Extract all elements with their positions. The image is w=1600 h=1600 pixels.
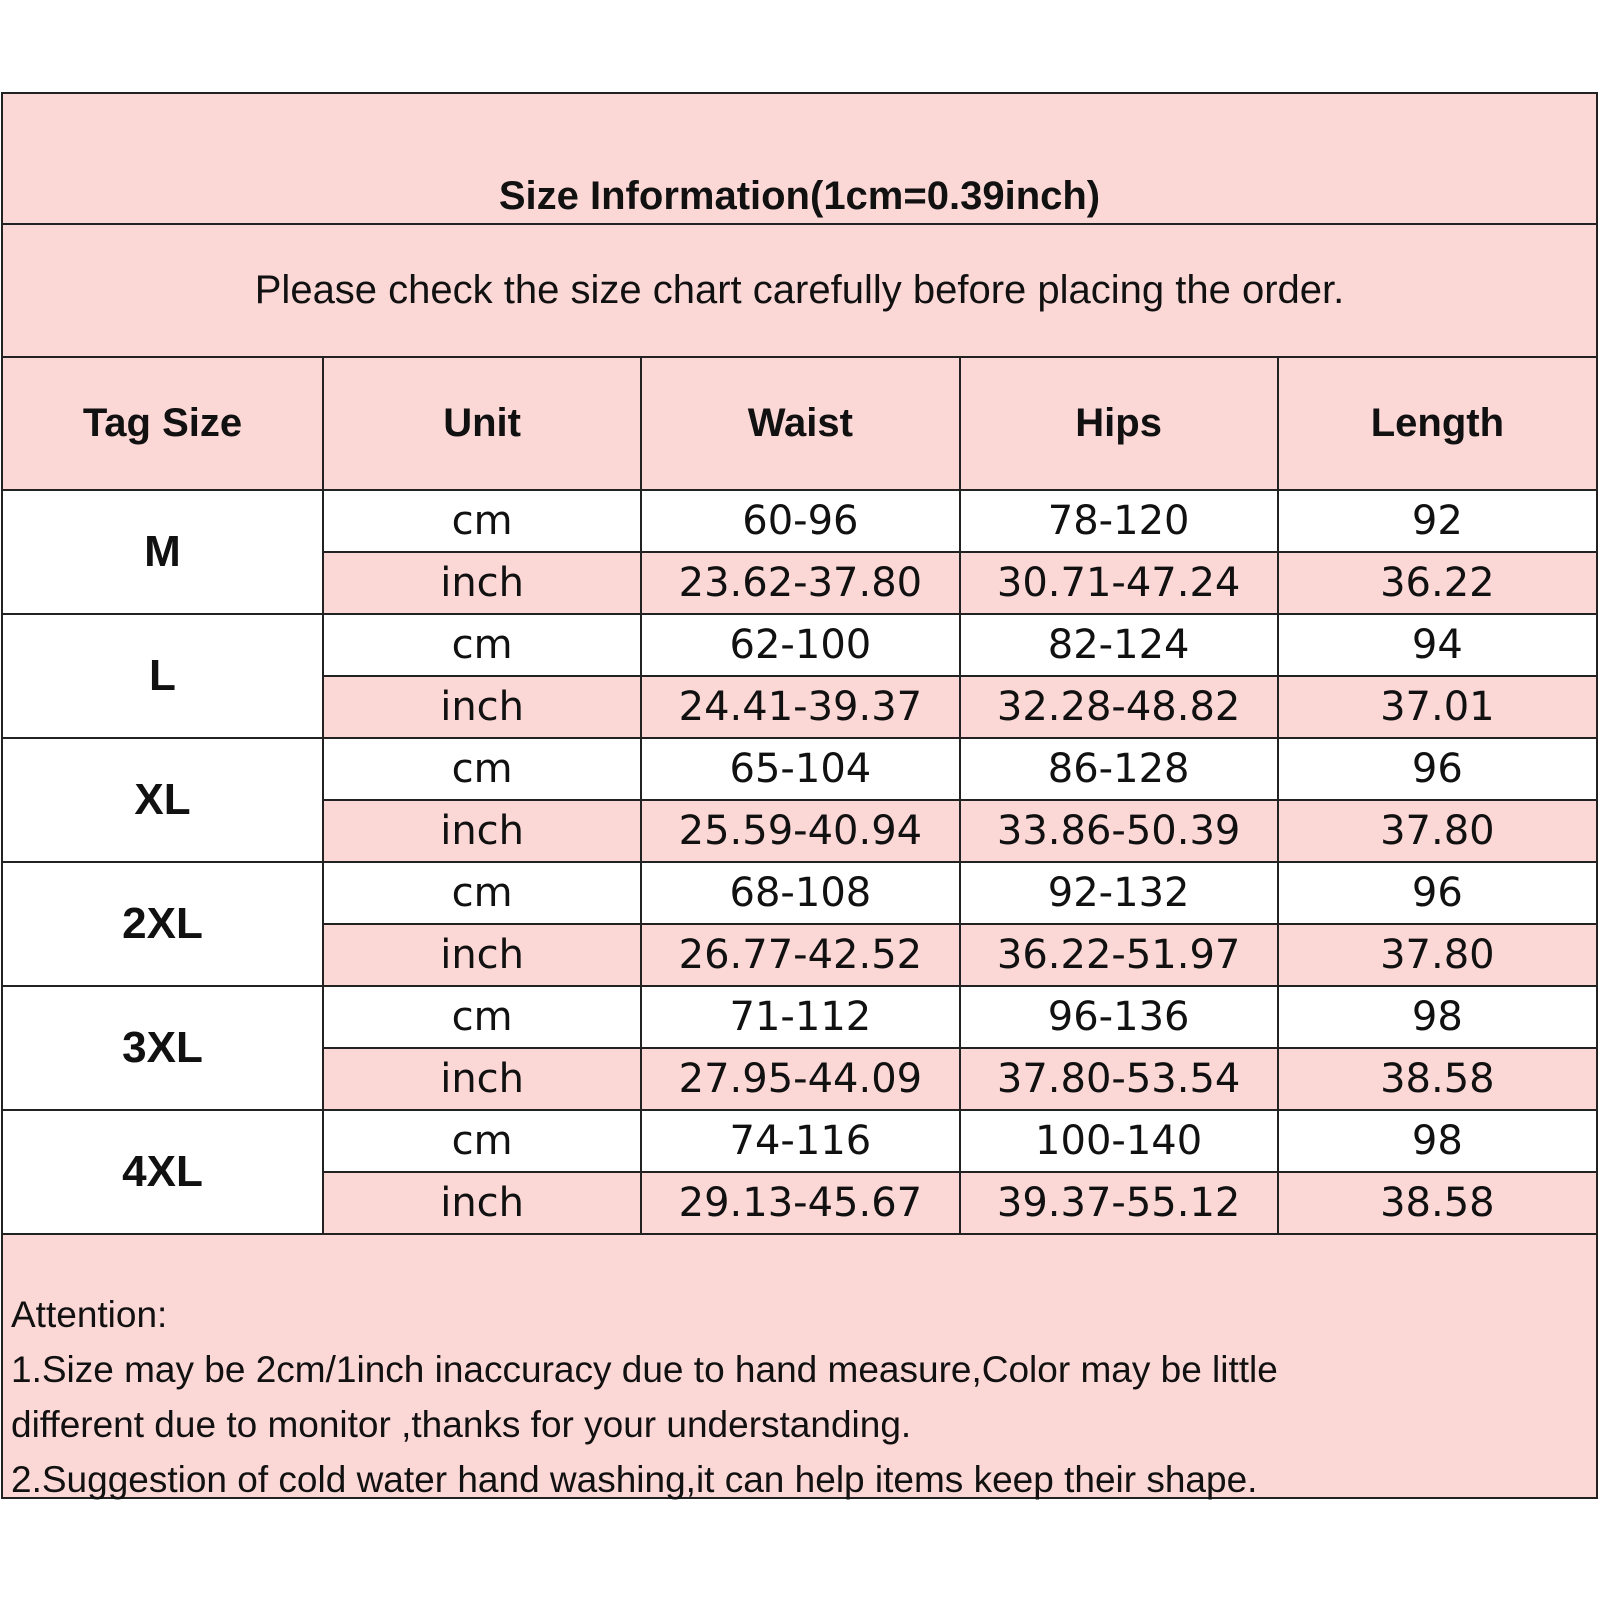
hips-cell: 86-128 [960, 738, 1278, 800]
tag-size-cell: 2XL [3, 862, 323, 986]
length-cell: 98 [1278, 986, 1596, 1048]
length-cell: 98 [1278, 1110, 1596, 1172]
order-notice: Please check the size chart carefully before placing the order. [3, 225, 1596, 358]
unit-cell: inch [323, 552, 641, 614]
header-hips: Hips [960, 358, 1278, 490]
length-cell: 36.22 [1278, 552, 1596, 614]
length-cell: 37.01 [1278, 676, 1596, 738]
hips-cell: 92-132 [960, 862, 1278, 924]
length-cell: 94 [1278, 614, 1596, 676]
waist-cell: 60-96 [641, 490, 959, 552]
unit-cell: cm [323, 738, 641, 800]
chart-title: Size Information(1cm=0.39inch) [3, 94, 1596, 225]
length-cell: 96 [1278, 862, 1596, 924]
header-waist: Waist [641, 358, 959, 490]
waist-cell: 25.59-40.94 [641, 800, 959, 862]
header-row [3, 358, 1596, 490]
length-cell: 96 [1278, 738, 1596, 800]
hips-cell: 32.28-48.82 [960, 676, 1278, 738]
length-cell: 38.58 [1278, 1048, 1596, 1110]
hips-cell: 100-140 [960, 1110, 1278, 1172]
hips-cell: 39.37-55.12 [960, 1172, 1278, 1234]
hips-cell: 37.80-53.54 [960, 1048, 1278, 1110]
waist-cell: 27.95-44.09 [641, 1048, 959, 1110]
unit-cell: cm [323, 862, 641, 924]
waist-cell: 68-108 [641, 862, 959, 924]
tag-size-cell: M [3, 490, 323, 614]
attention-line: different due to monitor ,thanks for your understanding. [11, 1404, 912, 1445]
unit-cell: inch [323, 676, 641, 738]
unit-cell: cm [323, 614, 641, 676]
unit-cell: cm [323, 490, 641, 552]
unit-cell: inch [323, 1048, 641, 1110]
unit-cell: cm [323, 986, 641, 1048]
size-table [3, 358, 1596, 1235]
hips-cell: 78-120 [960, 490, 1278, 552]
length-cell: 92 [1278, 490, 1596, 552]
size-rows [3, 490, 1596, 1234]
waist-cell: 62-100 [641, 614, 959, 676]
waist-cell: 74-116 [641, 1110, 959, 1172]
table-row [3, 862, 1596, 924]
table-row [3, 1110, 1596, 1172]
tag-size-cell: 3XL [3, 986, 323, 1110]
attention-line: 2.Suggestion of cold water hand washing,it can help items keep their shape. [11, 1459, 1258, 1500]
waist-cell: 29.13-45.67 [641, 1172, 959, 1234]
hips-cell: 33.86-50.39 [960, 800, 1278, 862]
unit-cell: inch [323, 1172, 641, 1234]
tag-size-cell: 4XL [3, 1110, 323, 1234]
header-tag-size: Tag Size [3, 358, 323, 490]
attention-heading: Attention: [11, 1294, 168, 1335]
unit-cell: inch [323, 800, 641, 862]
waist-cell: 23.62-37.80 [641, 552, 959, 614]
waist-cell: 65-104 [641, 738, 959, 800]
waist-cell: 26.77-42.52 [641, 924, 959, 986]
table-row [3, 738, 1596, 800]
table-row [3, 614, 1596, 676]
header-length: Length [1278, 358, 1596, 490]
attention-line: 1.Size may be 2cm/1inch inaccuracy due to hand measure,Color may be little [11, 1349, 1278, 1390]
length-cell: 37.80 [1278, 924, 1596, 986]
header-unit: Unit [323, 358, 641, 490]
unit-cell: cm [323, 1110, 641, 1172]
size-chart [1, 92, 1598, 1499]
table-row [3, 986, 1596, 1048]
hips-cell: 30.71-47.24 [960, 552, 1278, 614]
tag-size-cell: XL [3, 738, 323, 862]
attention-notes [3, 1235, 1596, 1500]
hips-cell: 82-124 [960, 614, 1278, 676]
tag-size-cell: L [3, 614, 323, 738]
waist-cell: 24.41-39.37 [641, 676, 959, 738]
table-row [3, 490, 1596, 552]
hips-cell: 96-136 [960, 986, 1278, 1048]
hips-cell: 36.22-51.97 [960, 924, 1278, 986]
waist-cell: 71-112 [641, 986, 959, 1048]
length-cell: 37.80 [1278, 800, 1596, 862]
unit-cell: inch [323, 924, 641, 986]
length-cell: 38.58 [1278, 1172, 1596, 1234]
